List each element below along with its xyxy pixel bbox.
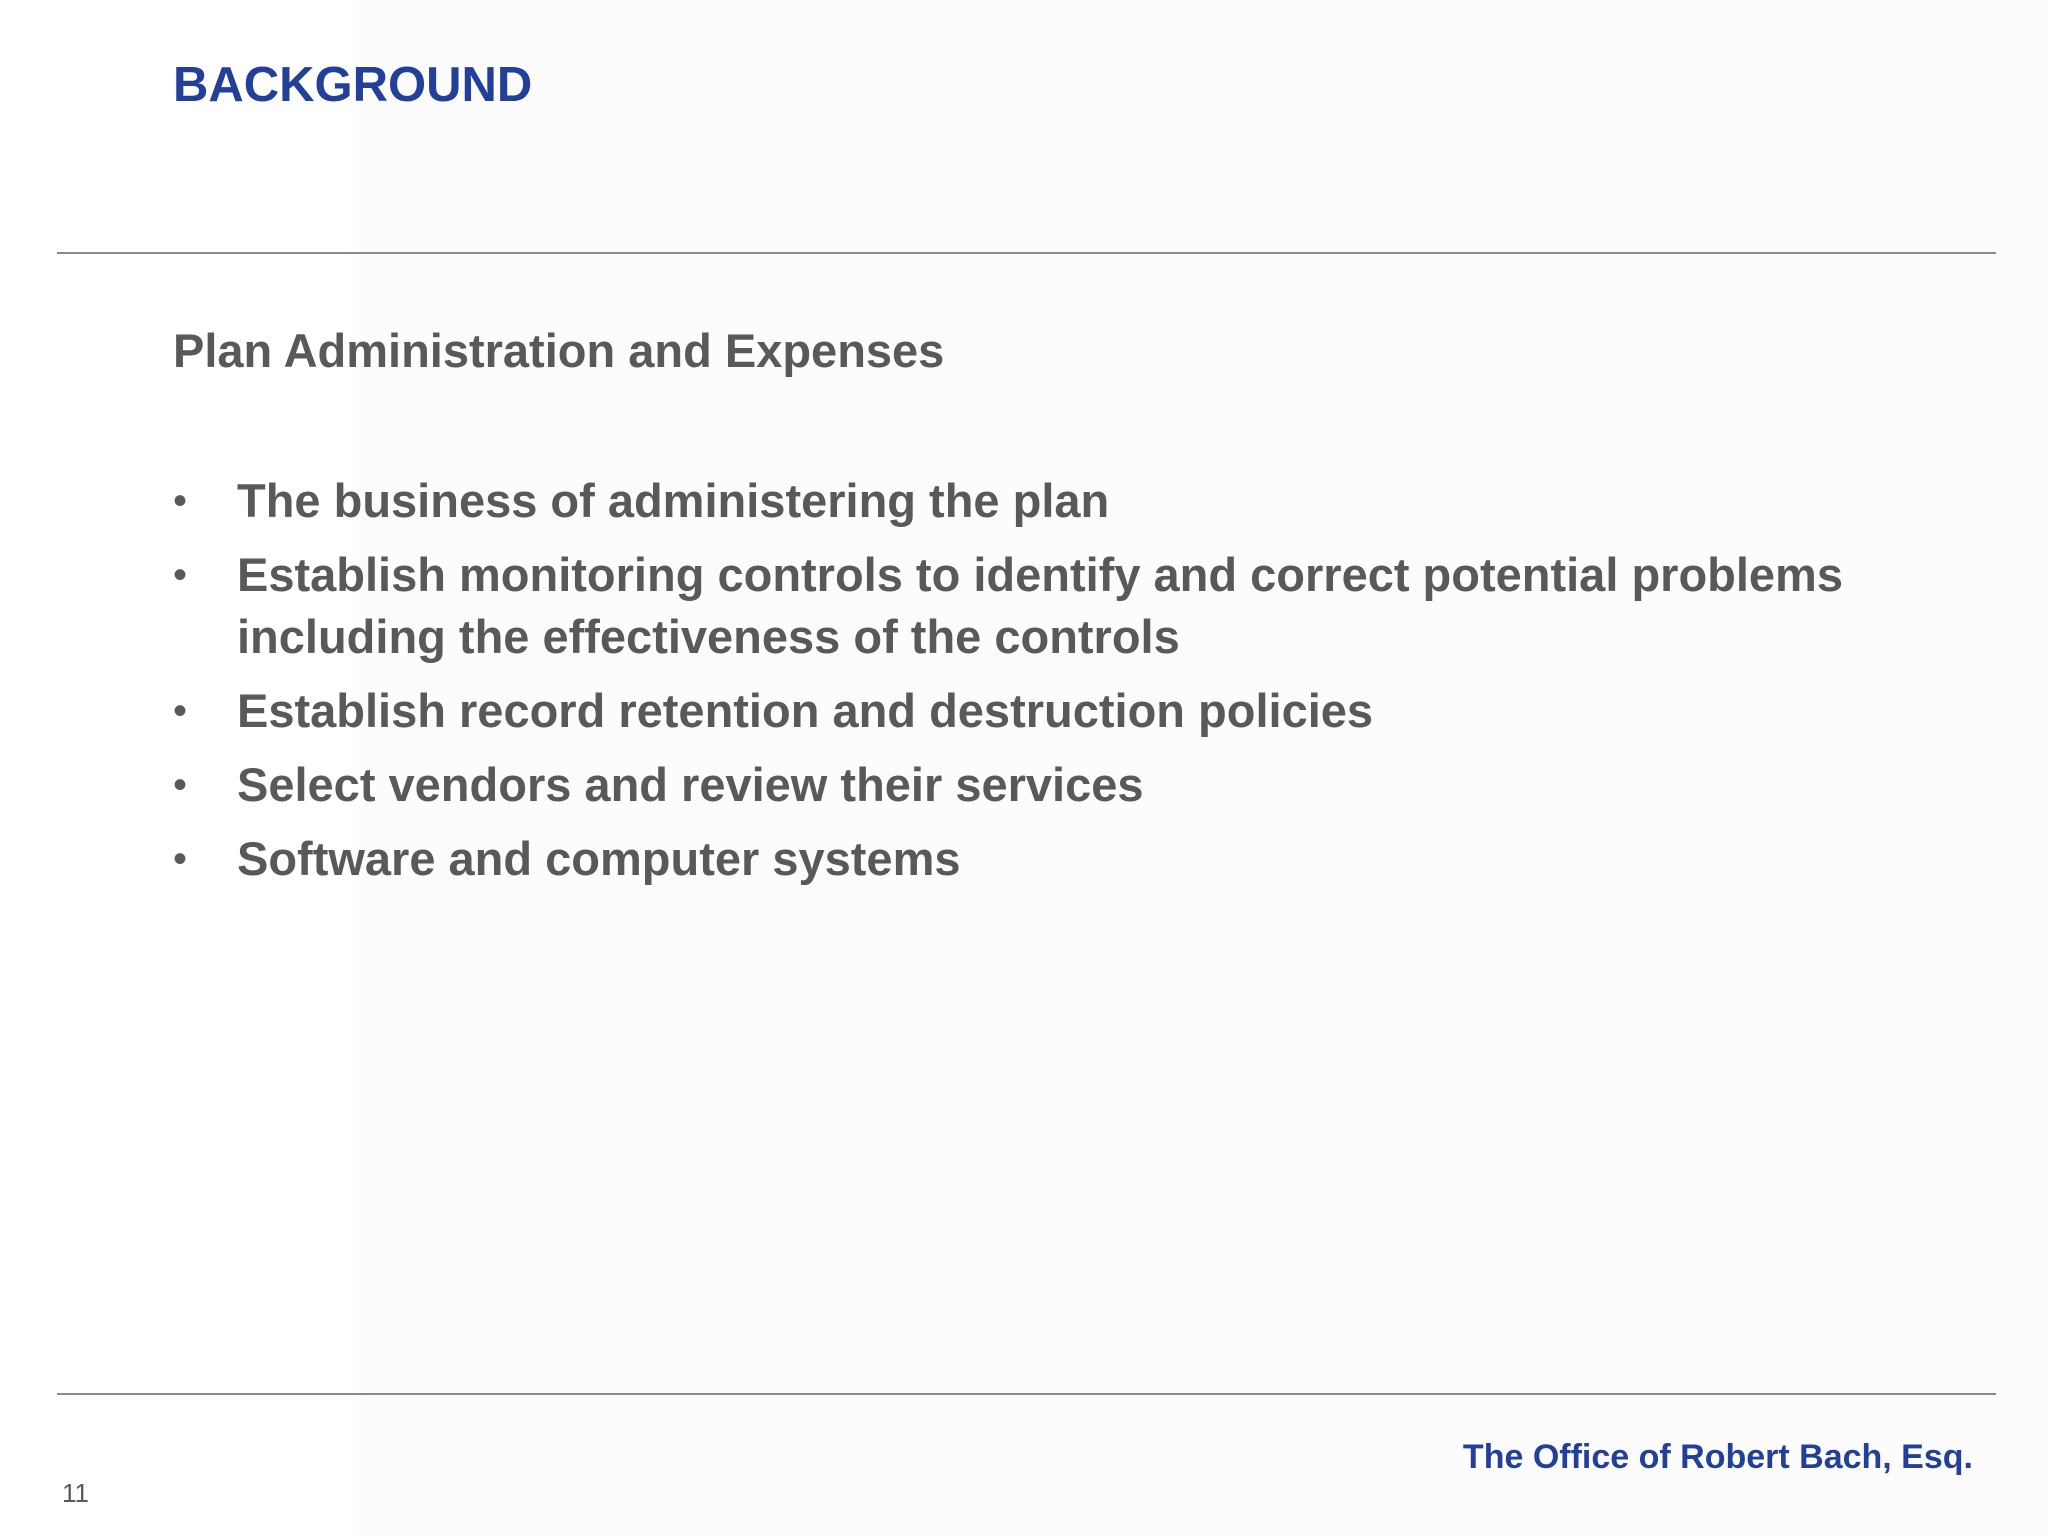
bullet-item <box>173 828 1873 890</box>
bullet-text: Establish monitoring controls to identify and correct potential problems including the effectiveness of the controls <box>237 548 1843 663</box>
bullet-list <box>173 470 1873 902</box>
slide-title: BACKGROUND <box>173 58 533 112</box>
bullet-item <box>173 680 1873 742</box>
bullet-icon: • <box>173 553 188 597</box>
bullet-icon: • <box>173 837 188 881</box>
bullet-text: Establish record retention and destruction policies <box>237 684 1374 737</box>
bullet-icon: • <box>173 689 188 733</box>
bullet-item <box>173 470 1873 532</box>
footer-firm-name: The Office of Robert Bach, Esq. <box>1462 1438 1973 1476</box>
bullet-item <box>173 544 1873 668</box>
top-divider <box>57 252 1996 254</box>
bottom-divider <box>57 1393 1996 1395</box>
bullet-icon: • <box>173 763 188 807</box>
slide-subtitle: Plan Administration and Expenses <box>173 324 945 377</box>
bullet-text: The business of administering the plan <box>237 474 1110 527</box>
bullet-item <box>173 754 1873 816</box>
bullet-text: Select vendors and review their services <box>237 758 1144 811</box>
bullet-text: Software and computer systems <box>237 832 961 885</box>
page-number: 11 <box>62 1478 89 1508</box>
bullet-icon: • <box>173 479 188 523</box>
